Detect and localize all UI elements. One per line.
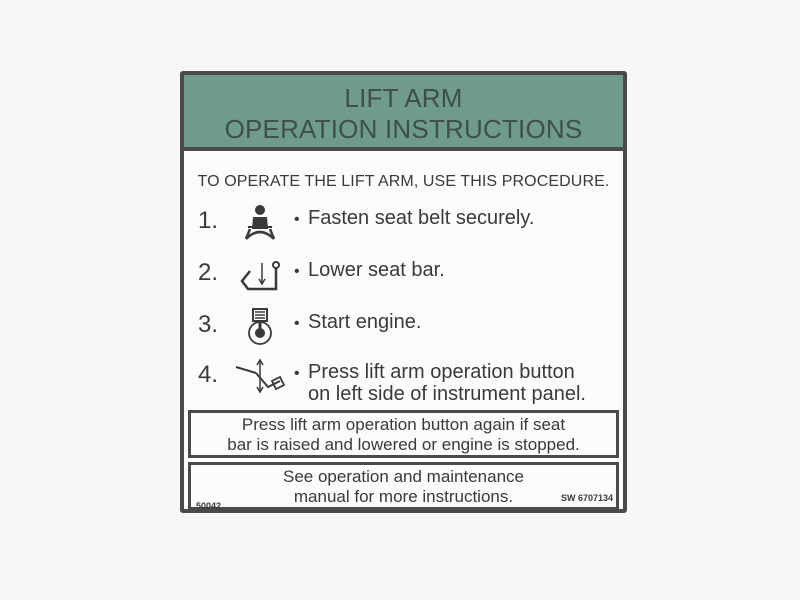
manual-line2: manual for more instructions. xyxy=(293,487,514,506)
step-number: 1. xyxy=(198,207,219,234)
step-number: 4. xyxy=(198,361,219,388)
note-line1: Press lift arm operation button again if seat xyxy=(241,415,566,434)
engine-start-icon xyxy=(232,307,288,347)
part-code-right: SW 6707134 xyxy=(560,493,613,503)
seat-belt-icon xyxy=(232,203,288,243)
bullet: • xyxy=(294,315,300,332)
step-text: Lower seat bar. xyxy=(308,259,445,281)
step-4 xyxy=(198,357,619,407)
header-title-line1: LIFT ARM xyxy=(344,83,463,113)
step-text: Fasten seat belt securely. xyxy=(308,207,535,229)
instruction-decal xyxy=(180,71,627,513)
intro-text: TO OPERATE THE LIFT ARM, USE THIS PROCEDURE. xyxy=(197,173,610,190)
step-text: Start engine. xyxy=(308,311,422,333)
manual-line1: See operation and maintenance xyxy=(282,467,524,486)
step-number: 3. xyxy=(198,311,219,338)
part-code-left: 50042 xyxy=(196,501,222,511)
step-text-line2: on left side of instrument panel. xyxy=(308,383,586,405)
step-2 xyxy=(198,255,619,295)
bullet: • xyxy=(294,211,300,228)
step-number: 2. xyxy=(198,259,219,286)
bullet: • xyxy=(294,263,300,280)
manual-note-box xyxy=(188,462,619,510)
step-1 xyxy=(198,203,619,243)
decal-header xyxy=(184,75,623,151)
header-title-line2: OPERATION INSTRUCTIONS xyxy=(224,114,583,144)
reset-note-box xyxy=(188,410,619,458)
seat-bar-icon xyxy=(232,255,288,295)
note-line2: bar is raised and lowered or engine is stopped. xyxy=(227,435,580,454)
step-text xyxy=(308,361,586,405)
step-3 xyxy=(198,307,619,347)
bullet: • xyxy=(294,365,300,382)
lift-arm-icon xyxy=(232,357,288,397)
step-text-line1: Press lift arm operation button xyxy=(308,361,575,383)
